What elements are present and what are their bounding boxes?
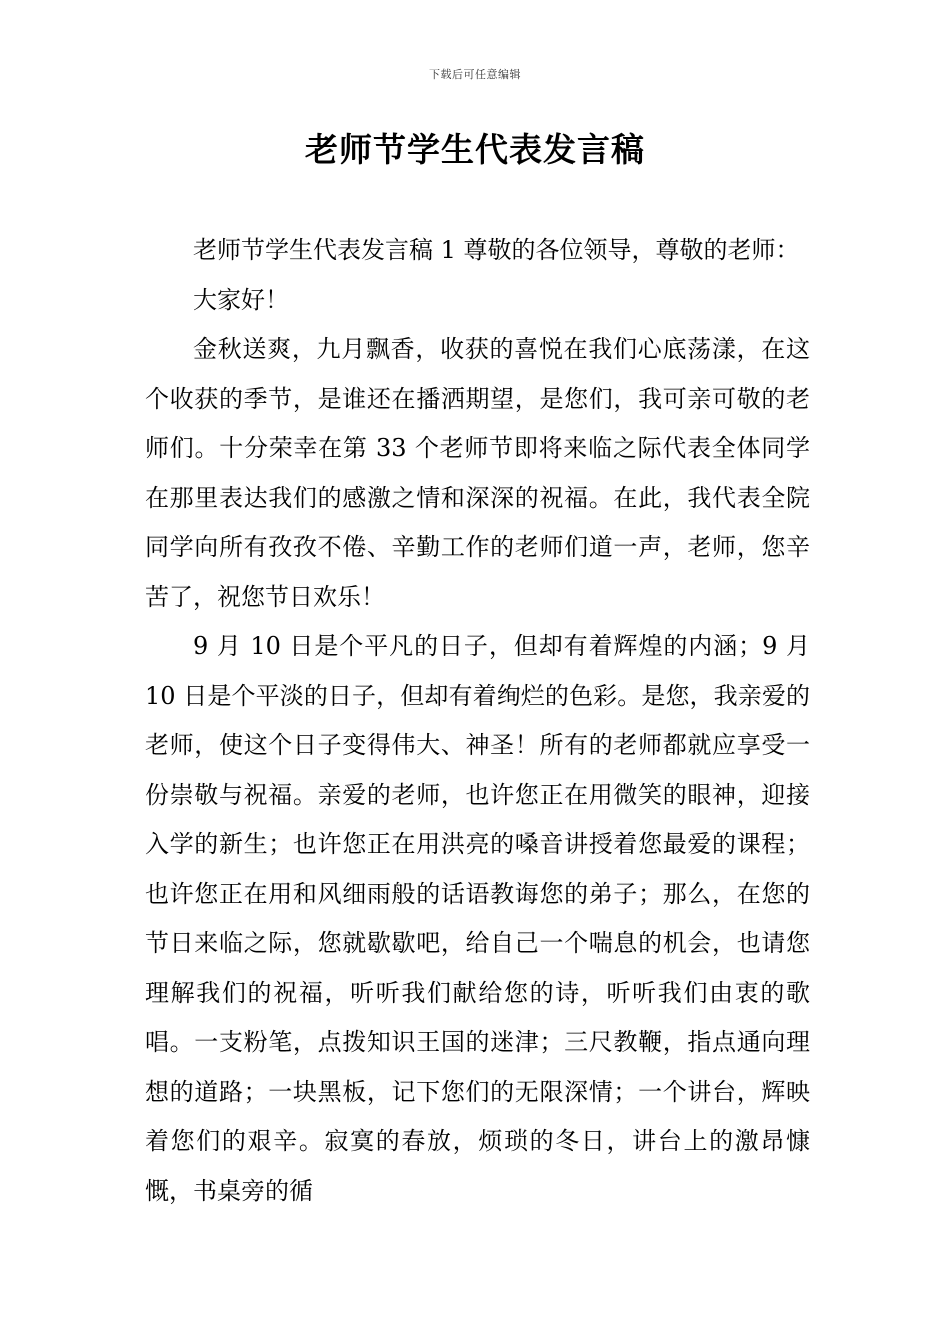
header-note: 下载后可任意编辑	[429, 68, 521, 81]
paragraph-salutation: 老师节学生代表发言稿 1 尊敬的各位领导，尊敬的老师：	[193, 236, 800, 264]
page-title: 老师节学生代表发言稿	[305, 130, 645, 169]
document-body	[145, 226, 810, 1216]
paragraph-teachers-day: 9 月 10 日是个平凡的日子，但却有着辉煌的内涵；9 月 10 日是个平淡的日子，但却有着绚烂的色彩。是您，我亲爱的老师，使这个日子变得伟大、神圣！所有的老师都就应享受一份崇敬与祝福。亲爱的老师，也许您正在用微笑的眼神，迎接入学的新生；也许您正在用洪亮的嗓音讲授着您最爱的课程；也许您正在用和风细雨般的话语教诲您的弟子；那么，在您的节日来临之际，您就歇歇吧，给自己一个喘息的机会，也请您理解我们的祝福，听听我们献给您的诗，听听我们由衷的歌唱。一支粉笔，点拨知识王国的迷津；三尺教鞭，指点通向理想的道路；一块黑板，记下您们的无限深情；一个讲台，辉映着您们的艰辛。寂寞的春放，烦琐的冬日，讲台上的激昂慷慨，书桌旁的循	[145, 632, 810, 1205]
paragraph-autumn: 金秋送爽，九月飘香，收获的喜悦在我们心底荡漾，在这个收获的季节，是谁还在播洒期望，是您们，我可亲可敬的老师们。十分荣幸在第 33 个老师节即将来临之际代表全体同学在那里表达我们的感激之情和深深的祝福。在此，我代表全院同学向所有孜孜不倦、辛勤工作的老师们道一声，老师，您辛苦了，祝您节日欢乐！	[145, 335, 810, 611]
paragraph-greeting: 大家好！	[193, 285, 289, 314]
